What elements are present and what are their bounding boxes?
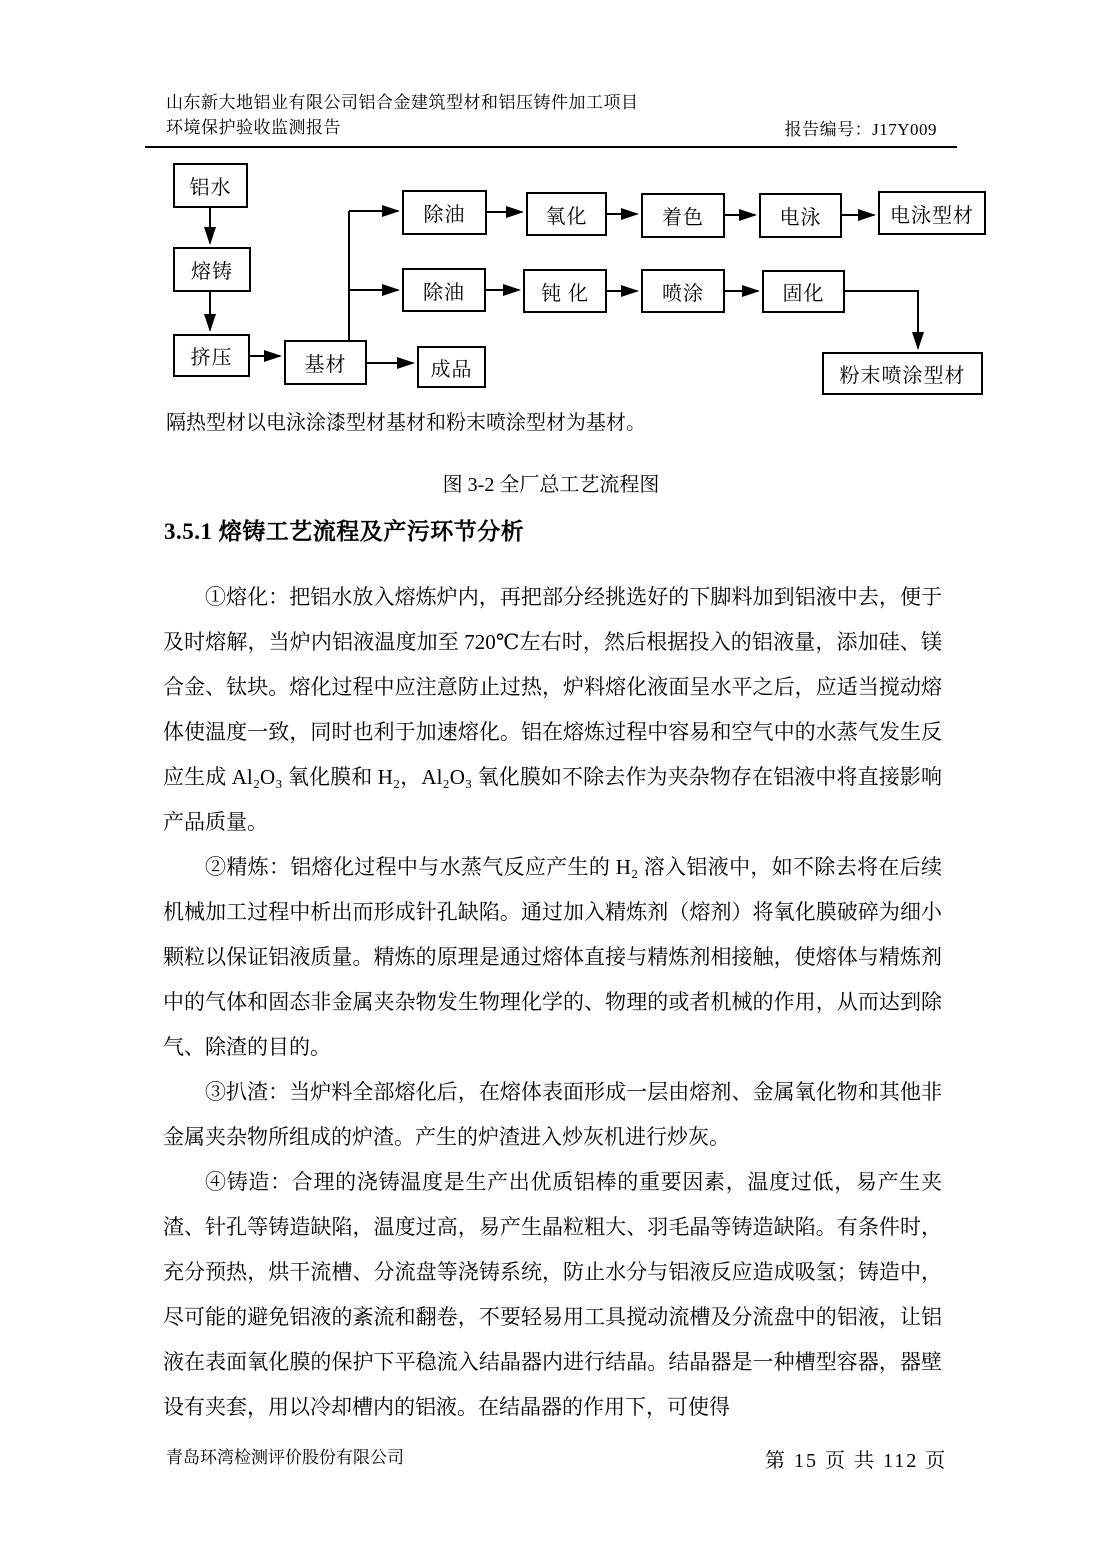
flow-node-electrophoresis: 电泳 [759, 193, 842, 238]
paragraph-refining: ②精炼：铝熔化过程中与水蒸气反应产生的 H₂ 溶入铝液中，如不除去将在后续机械加工过程中析出而形成针孔缺陷。通过加入精炼剂（熔剂）将氧化膜破碎为细小颗粒以保证铝液质量。精炼的原理是通过熔体直接与精炼剂相接触，使熔体与精炼剂中的气体和固态非金属夹杂物发生物理化学的、物理的或者机械的作用，从而达到除气、除渣的目的。 [163, 855, 942, 1059]
section-heading: 3.5.1 熔铸工艺流程及产污环节分析 [164, 519, 525, 544]
flow-node-coloring: 着色 [641, 193, 725, 238]
figure-caption: 图 3-2 全厂总工艺流程图 [442, 474, 660, 496]
paragraph-melting: ①熔化：把铝水放入熔炼炉内，再把部分经挑选好的下脚料加到铝液中去，便于及时熔解，当炉内铝液温度加至 720℃左右时，然后根据投入的铝液量，添加硅、镁合金、钛块。熔化过程中应注意防止过热，炉料熔化液面呈水平之后，应适当搅动熔体使温度一致，同时也利于加速熔化。铝在熔炼过程中容易和空气中的水蒸气发生反应生成 Al₂O₃ 氧化膜和 H₂，Al₂O₃ 氧化膜如不除去作为夹杂物存在铝液中将直接影响产品质量。 [163, 585, 942, 834]
flow-node-degrease-1: 除油 [402, 190, 487, 235]
flow-node-finished-product: 成品 [417, 346, 486, 388]
flow-node-oxidation: 氧化 [526, 192, 607, 236]
flow-node-spray-coating: 喷涂 [641, 269, 725, 313]
flow-node-melt-cast: 熔铸 [173, 247, 251, 292]
flow-node-powder-coating-profile: 粉末喷涂型材 [822, 352, 983, 395]
flow-node-extrusion: 挤压 [173, 334, 250, 377]
flowchart-note: 隔热型材以电泳涂漆型材基材和粉末喷涂型材为基材。 [166, 412, 646, 434]
flow-node-passivation: 钝 化 [523, 269, 607, 313]
flow-node-electrophoresis-profile: 电泳型材 [878, 191, 986, 235]
header-divider [145, 146, 957, 148]
flow-node-aluminum-water: 铝水 [173, 163, 248, 208]
header-title-line1: 山东新大地铝业有限公司铝合金建筑型材和铝压铸件加工项目 [166, 93, 639, 112]
flow-node-curing: 固化 [762, 270, 845, 313]
footer-page-number: 第 15 页 共 112 页 [765, 1450, 948, 1472]
paragraph-casting: ④铸造：合理的浇铸温度是生产出优质铝棒的重要因素，温度过低，易产生夹渣、针孔等铸造缺陷，温度过高，易产生晶粒粗大、羽毛晶等铸造缺陷。有条件时，充分预热，烘干流槽、分流盘等浇铸系统，防止水分与铝液反应造成吸氢；铸造中，尽可能的避免铝液的紊流和翻卷，不要轻易用工具搅动流槽及分流盘中的铝液，让铝液在表面氧化膜的保护下平稳流入结晶器内进行结晶。结晶器是一种槽型容器，器壁设有夹套，用以冷却槽内的铝液。在结晶器的作用下，可使得 [163, 1170, 942, 1419]
body-text [163, 575, 942, 1430]
flow-node-degrease-2: 除油 [402, 268, 486, 312]
arrow-curing-to-powder-profile [845, 291, 918, 348]
footer-company: 青岛环湾检测评价股份有限公司 [166, 1448, 404, 1467]
header-title-line2: 环境保护验收监测报告 [166, 118, 341, 137]
header-report-number: 报告编号：J17Y009 [784, 120, 937, 139]
process-flowchart [150, 155, 1000, 405]
paragraph-slag: ③扒渣：当炉料全部熔化后，在熔体表面形成一层由熔剂、金属氧化物和其他非金属夹杂物所组成的炉渣。产生的炉渣进入炒灰机进行炒灰。 [163, 1080, 942, 1149]
flow-node-base-material: 基材 [284, 340, 367, 385]
